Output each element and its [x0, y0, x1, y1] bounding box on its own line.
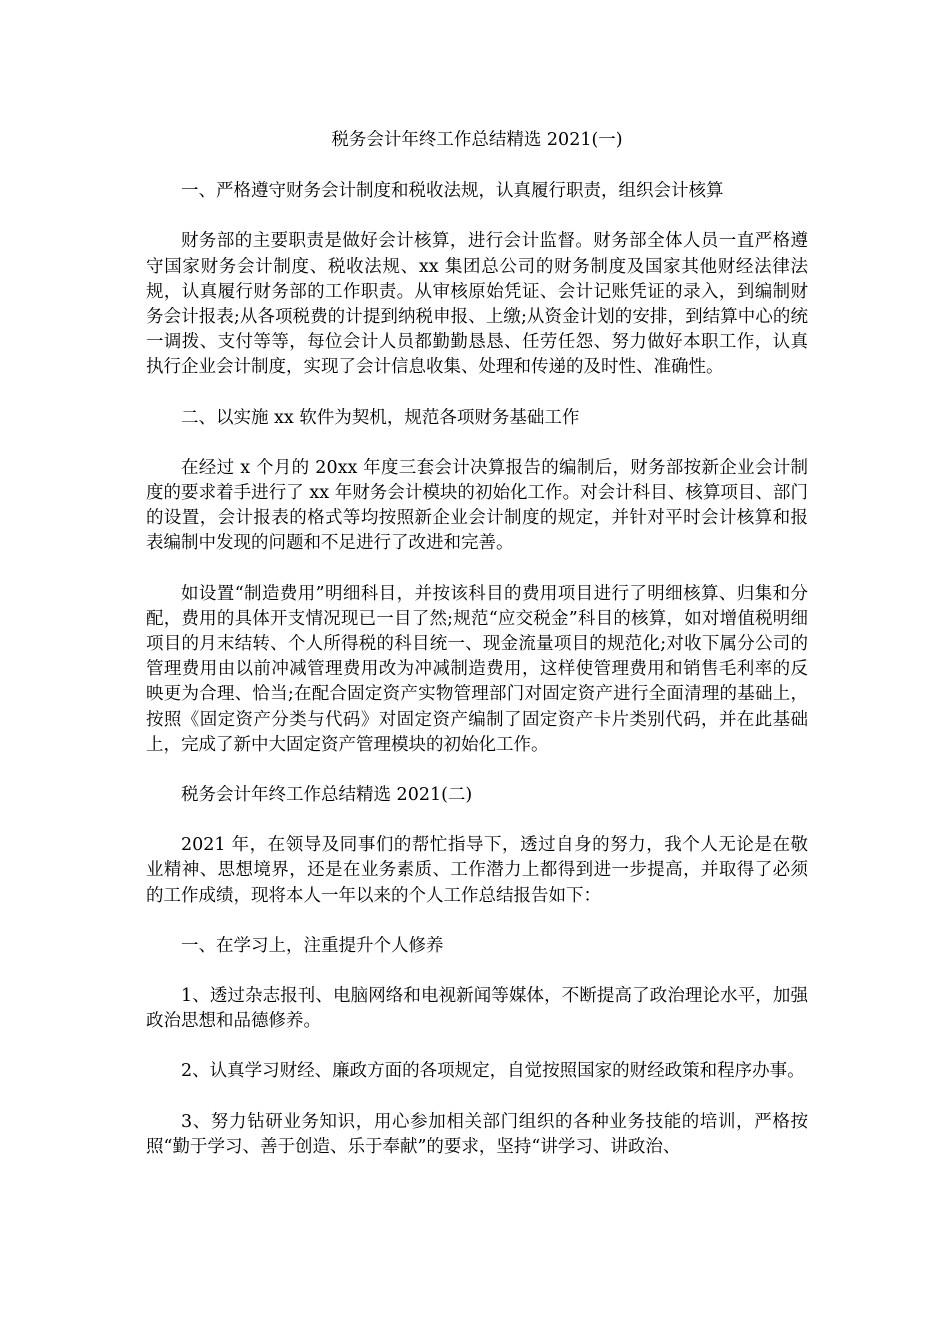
- list-item: 1、透过杂志报刊、电脑网络和电视新闻等媒体，不断提高了政治理论水平，加强政治思想和品德修养。: [146, 986, 808, 1032]
- section-heading: 一、在学习上，注重提升个人修养: [181, 935, 444, 956]
- body-paragraph: 2021 年，在领导及同事们的帮忙指导下，透过自身的努力，我个人无论是在敬业精神、思想境界，还是在业务素质、工作潜力上都得到进一步提高，并取得了必须的工作成绩，现将本人一年以来的个人工作总结报告如下：: [146, 835, 808, 906]
- body-paragraph: 财务部的主要职责是做好会计核算，进行会计监督。财务部全体人员一直严格遵守国家财务会计制度、税收法规、xx 集团总公司的财务制度及国家其他财经法律法规，认真履行财务部的工作职责。从审核原始凭证、会计记账凭证的录入，到编制财务会计报表;从各项税费的计提到纳税申报、上缴;从资金计划的安排，到结算中心的统一调拨、支付等等，每位会计人员都勤勤恳恳、任劳任怨、努力做好本职工作，认真执行企业会计制度，实现了会计信息收集、处理和传递的及时性、准确性。: [146, 231, 808, 378]
- list-item: 3、努力钻研业务知识，用心参加相关部门组织的各种业务技能的培训，严格按照“勤于学习、善于创造、乐于奉献”的要求，坚持“讲学习、讲政治、: [146, 1111, 808, 1157]
- section-heading: 一、严格遵守财务会计制度和税收法规，认真履行职责，组织会计核算: [181, 181, 724, 202]
- body-paragraph: 如设置“制造费用”明细科目，并按该科目的费用项目进行了明细核算、归集和分配，费用的具体开支情况现已一目了然;规范“应交税金”科目的核算，如对增值税明细项目的月末结转、个人所得税的科目统一、现金流量项目的规范化;对收下属分公司的管理费用由以前冲减管理费用改为冲减制造费用，这样使管理费用和销售毛利率的反映更为合理、恰当;在配合固定资产实物管理部门对固定资产进行全面清理的基础上，按照《固定资产分类与代码》对固定资产编制了固定资产卡片类别代码，并在此基础上，完成了新中大固定资产管理模块的初始化工作。: [146, 583, 808, 755]
- document-title: 税务会计年终工作总结精选 2021(一): [331, 130, 623, 150]
- document-body: [146, 128, 808, 1185]
- subtitle: 税务会计年终工作总结精选 2021(二): [181, 785, 473, 806]
- section-heading: 二、以实施 xx 软件为契机，规范各项财务基础工作: [181, 407, 580, 428]
- body-paragraph: 在经过 x 个月的 20xx 年度三套会计决算报告的编制后，财务部按新企业会计制度的要求着手进行了 xx 年财务会计模块的初始化工作。对会计科目、核算项目、部门的设置，会计报表的格式等均按照新企业会计制度的规定，并针对平时会计核算和报表编制中发现的问题和不足进行了改进和完善。: [146, 457, 808, 554]
- list-item: 2、认真学习财经、廉政方面的各项规定，自觉按照国家的财经政策和程序办事。: [181, 1061, 805, 1082]
